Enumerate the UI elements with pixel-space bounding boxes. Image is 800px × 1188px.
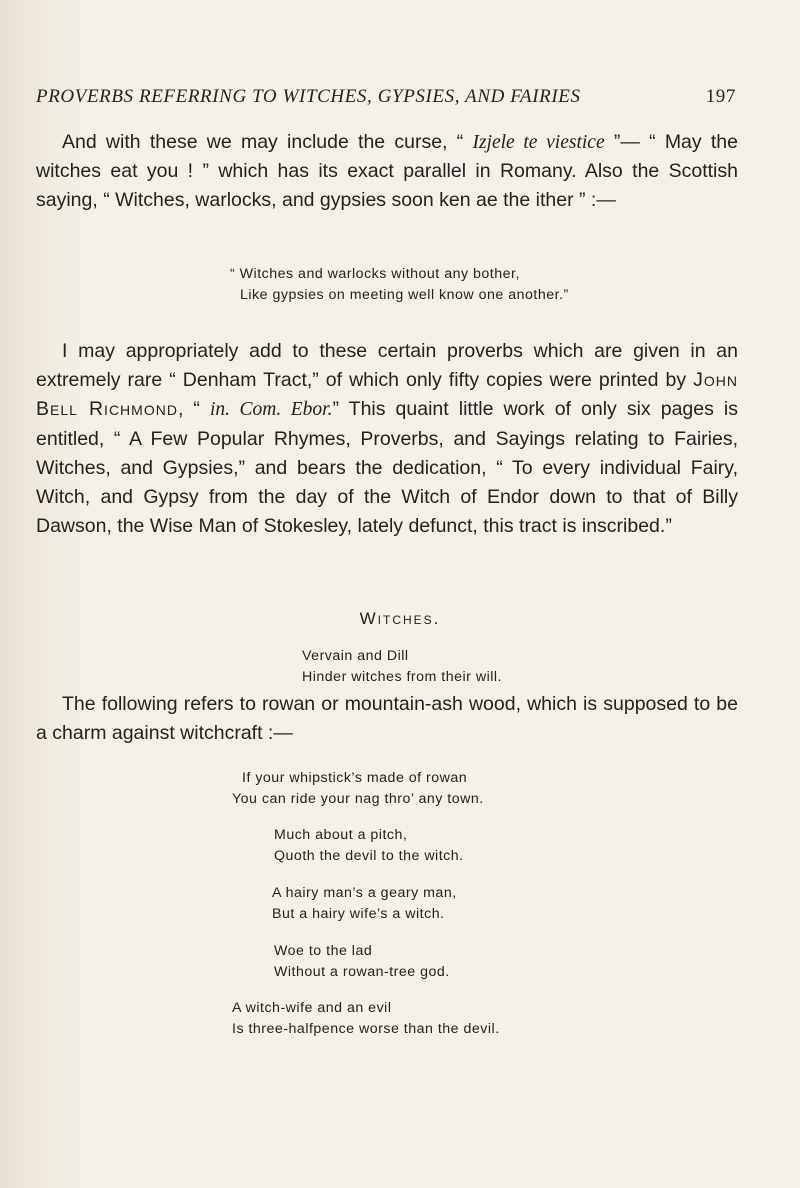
running-header xyxy=(36,86,736,114)
paragraph-curse xyxy=(36,128,738,216)
verse-line: Vervain and Dill xyxy=(302,648,409,664)
section-heading-witches: Witches. xyxy=(359,609,441,628)
verse-line: A hairy man’s a geary man, xyxy=(272,885,457,901)
romany-phrase: Izjele te viestice xyxy=(472,132,605,153)
verse-pitch xyxy=(274,825,464,867)
verse-witches-warlocks xyxy=(230,264,569,306)
verse-whipstick xyxy=(232,768,484,810)
paragraph-denham-tract xyxy=(36,337,738,541)
verse-line: Quoth the devil to the witch. xyxy=(274,848,464,864)
author-name: John Bell Richmond xyxy=(36,369,738,421)
verse-line: If your whipstick’s made of rowan xyxy=(242,770,468,786)
verse-witch-wife xyxy=(232,998,500,1040)
verse-line: “ Witches and warlocks without any bother, xyxy=(230,266,520,282)
paragraph-rowan: The following refers to rowan or mountain-ash wood, which is supposed to be a charm against witchcraft :— xyxy=(36,693,738,745)
running-title: PROVERBS REFERRING TO WITCHES, GYPSIES, AND FAIRIES xyxy=(36,86,581,107)
verse-line: Is three-halfpence worse than the devil. xyxy=(232,1021,500,1037)
verse-line: Woe to the lad xyxy=(274,943,373,959)
verse-vervain xyxy=(302,646,502,688)
verse-line: Much about a pitch, xyxy=(274,827,408,843)
verse-line: Hinder witches from their will. xyxy=(302,669,502,685)
latin-phrase: in. Com. Ebor. xyxy=(209,399,333,421)
paragraph-text: ”— “ May the witches eat you ! ” which has its exact parallel in Romany. Also the Scottish saying, “ Witches, warlocks, and gypsies soon ken ae the ither ” :— xyxy=(36,131,739,212)
paragraph-text: ” This quaint little work of only six pages is entitled, “ A Few Popular Rhymes, Proverbs, and Sayings relating to Fairies, Witches, and Gypsies,” and bears the dedication, “ To every individual Fairy, Witch, and Gypsy from the day of the Witch of Endor down to that of Billy Dawson, the Wise Man of Stokesley, lately defunct, this tract is inscribed.” xyxy=(36,398,738,538)
verse-line: But a hairy wife’s a witch. xyxy=(272,906,445,922)
verse-rowan-tree xyxy=(274,941,450,983)
verse-line: A witch-wife and an evil xyxy=(232,1000,392,1016)
verse-hairy-man xyxy=(272,883,457,925)
verse-line: Like gypsies on meeting well know one another.” xyxy=(240,287,569,303)
paragraph-text: I may appropriately add to these certain proverbs which are given in an extremely rare “ Denham Tract,” of which only fifty copies were printed by xyxy=(36,340,738,392)
verse-line: You can ride your nag thro’ any town. xyxy=(232,791,484,807)
paragraph-text: And with these we may include the curse, “ xyxy=(62,131,473,153)
verse-line: Without a rowan-tree god. xyxy=(274,964,450,980)
paragraph-text: , “ xyxy=(177,398,210,421)
page-number: 197 xyxy=(705,86,736,107)
